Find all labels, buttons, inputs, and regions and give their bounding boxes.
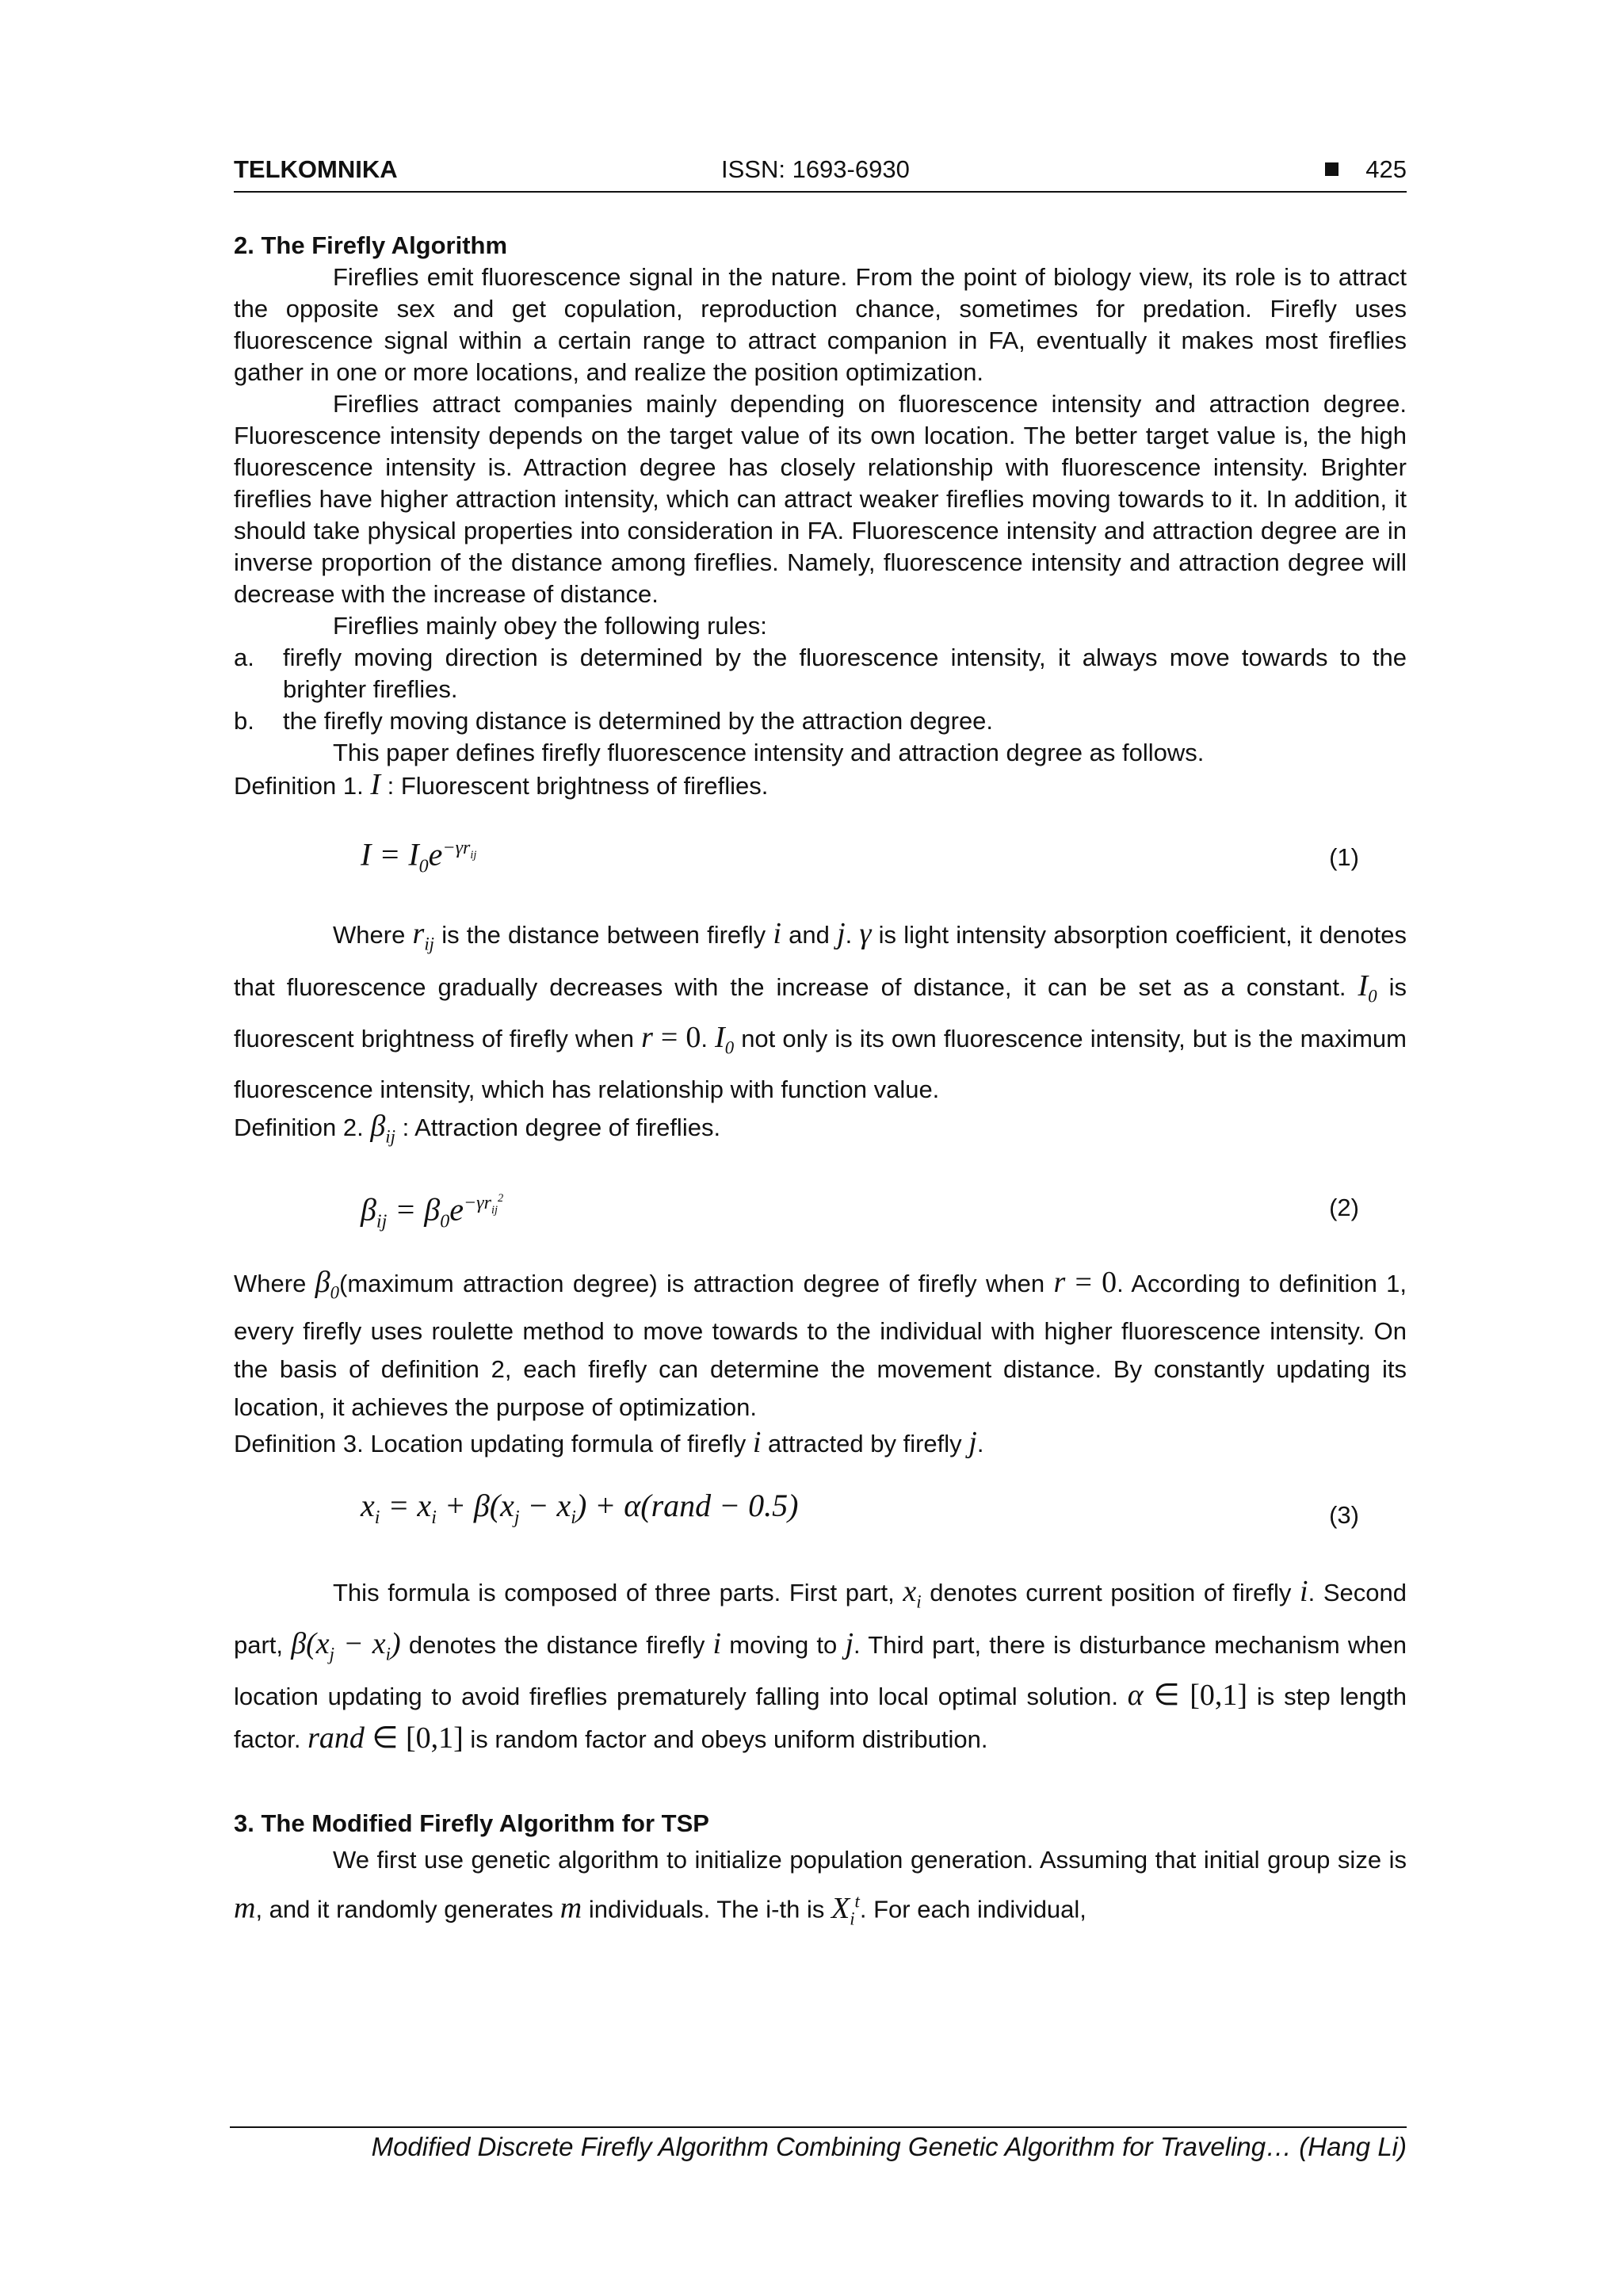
math-symbol: = 0 (1065, 1266, 1117, 1300)
equation-formula: $\beta_{ij} = \beta_0e^{-\gamma r_{ij}^2}$ (361, 1191, 504, 1232)
text: is step length factor. (234, 1683, 1407, 1754)
math-symbol: ∈ [0,1] (364, 1721, 464, 1755)
text: is fluorescent brightness of firefly when (234, 972, 1407, 1053)
paragraph: Where $r_{ij}$ is the distance between firefly i and j. γ is light intensity absorption coefficient, it denotes that fluorescence gradually decreases with the increase of distance, it can be set as a constant. $I_0$ is fluorescent brightness of firefly when r = 0. $I_0$ not only is its own fluorescence intensity, but is the maximum fluorescence intensity, which has relationship with function value. (234, 917, 1407, 1103)
issn: ISSN: 1693-6930 (721, 155, 910, 183)
square-bullet-icon (1325, 162, 1338, 176)
journal-name: TELKOMNIKA (234, 155, 398, 183)
math-symbol: i (1300, 1574, 1308, 1608)
math-symbol: γ (859, 917, 872, 950)
definition-1 (234, 769, 1407, 802)
equation-formula: $I = I_0e^{-\gamma r_{ij}}$ (361, 836, 477, 877)
math-symbol: $\beta_0$ (315, 1266, 339, 1303)
definition-label: Definition 1. (234, 772, 364, 800)
list-item (234, 705, 1407, 737)
footer-rule (230, 2126, 1407, 2128)
math-symbol: α (1127, 1679, 1144, 1713)
section-title: 3. The Modified Firefly Algorithm for TSP (234, 1809, 709, 1838)
definition-3 (234, 1427, 1407, 1460)
math-symbol: I (370, 768, 380, 801)
math-symbol: $\beta(x_j - x_i)$ (291, 1626, 401, 1664)
paragraph (234, 1263, 1407, 1427)
list-text: firefly moving direction is determined by the fluorescence intensity, it always move towards to the brighter fireflies. (283, 644, 1407, 703)
paragraph: This paper defines firefly fluorescence intensity and attraction degree as follows. (333, 739, 1205, 766)
header-rule (234, 191, 1407, 193)
text: denotes current position of firefly (930, 1578, 1292, 1606)
list-item (234, 642, 1407, 705)
math-symbol: m (234, 1891, 256, 1925)
equation-number: (1) (1329, 843, 1359, 871)
section-title: 2. The Firefly Algorithm (234, 231, 508, 259)
text: individuals. The i-th is (588, 1895, 825, 1924)
text: is random factor and obeys uniform distribution. (470, 1725, 988, 1754)
math-symbol: r (641, 1021, 653, 1055)
math-symbol: $x_i$ (903, 1574, 922, 1612)
math-symbol: = 0 (652, 1021, 701, 1055)
text: , and it randomly generates (255, 1895, 554, 1924)
definition-text: : Attraction degree of fireflies. (402, 1113, 721, 1141)
text: . (976, 1429, 984, 1457)
math-symbol: i (752, 1425, 762, 1459)
paragraph (234, 1839, 1407, 1939)
math-symbol: j (968, 1425, 977, 1459)
text: . (845, 921, 853, 949)
running-footer: Modified Discrete Firefly Algorithm Combining Genetic Algorithm for Traveling… (Hang Li) (371, 2132, 1407, 2161)
page-number-group (1325, 155, 1407, 184)
math-symbol: ∈ [0,1] (1143, 1679, 1248, 1713)
text: Where (234, 1270, 307, 1298)
text: We first use genetic algorithm to initialize population generation. Assuming that initial group size is (333, 1846, 1407, 1874)
math-symbol: r (1053, 1266, 1066, 1300)
definition-label: Definition 3. Location updating formula of firefly (234, 1429, 747, 1457)
text: . Second part, (234, 1578, 1407, 1659)
math-symbol: rand (307, 1721, 365, 1755)
equation-formula: $x_i = x_i + \beta(x_j - x_i)$ + α(rand − 0.5) (361, 1487, 799, 1528)
math-symbol: j (845, 1626, 854, 1660)
math-symbol: $I_0$ (1358, 968, 1377, 1007)
list-text: the firefly moving distance is determined by the attraction degree. (283, 707, 994, 735)
paragraph (234, 1571, 1407, 1760)
math-symbol: j (837, 917, 846, 950)
paragraph: Fireflies emit fluorescence signal in the nature. From the point of biology view, its role is to attract the opposite sex and get copulation, reproduction chance, sometimes for predation. Firefly uses fluorescence signal within a certain range to attract companion in FA, eventually it makes most fireflies gather in one or more locations, and realize the position optimization. (234, 263, 1407, 386)
definition-text: : Fluorescent brightness of fireflies. (387, 772, 769, 800)
text: is light intensity absorption coefficient, it denotes that fluorescence gradually decreases with the increase of distance, it can be set as a constant. (234, 921, 1407, 1001)
text: attracted by firefly (768, 1429, 962, 1457)
text: Where (333, 921, 406, 949)
math-symbol: $X_i^t$ (831, 1891, 860, 1929)
math-symbol: i (773, 917, 781, 950)
equation-number: (2) (1329, 1194, 1359, 1222)
text: . According to definition 1, every firefly uses roulette method to move towards to the individual with higher fluorescence intensity. On the basis of definition 2, each firefly can determine the movement distance. By constantly updating its location, it achieves the purpose of optimization. (234, 1270, 1407, 1421)
math-symbol: $I_0$ (715, 1021, 735, 1058)
text: and (789, 921, 830, 949)
equation-number: (3) (1329, 1500, 1359, 1529)
equation-2 (234, 1168, 1407, 1247)
list-marker: b. (234, 707, 254, 735)
text: This formula is composed of three parts. First part, (333, 1578, 895, 1606)
text: . Third part, there is disturbance mechanism when location updating to avoid fireflies prematurely falling into local optimal solution. (234, 1630, 1407, 1711)
equation-1 (234, 818, 1407, 897)
math-symbol: $\beta_{ij}$ (370, 1109, 395, 1147)
paragraph: Fireflies mainly obey the following rules: (333, 612, 767, 640)
body-text (234, 230, 1407, 1939)
math-symbol: m (559, 1891, 582, 1925)
page-number: 425 (1365, 155, 1407, 183)
paragraph: Fireflies attract companies mainly depending on fluorescence intensity and attraction degree. Fluorescence intensity depends on the target value of its own location. The better target value is, the high fluorescence intensity is. Attraction degree has closely relationship with fluorescence intensity. Brighter fireflies have higher attraction intensity, which can attract weaker fireflies moving towards to it. In addition, it should take physical properties into consideration in FA. Fluorescence intensity and attraction degree are in inverse proportion of the distance among fireflies. Namely, fluorescence intensity and attraction degree will decrease with the increase of distance. (234, 390, 1407, 608)
math-symbol: i (712, 1626, 722, 1660)
text: not only is its own fluorescence intensity, but is the maximum fluorescence intensity, which has relationship with function value. (234, 1025, 1407, 1103)
definition-2 (234, 1110, 1407, 1153)
text: (maximum attraction degree) is attraction degree of firefly when (339, 1270, 1045, 1298)
text: . For each individual, (859, 1895, 1086, 1924)
list-marker: a. (234, 644, 254, 671)
running-header (234, 155, 1407, 192)
definition-label: Definition 2. (234, 1113, 364, 1141)
math-symbol: $r_{ij}$ (412, 917, 434, 954)
text: denotes the distance firefly (408, 1630, 705, 1659)
text: is the distance between firefly (441, 921, 766, 949)
text: moving to (729, 1630, 838, 1659)
equation-3 (234, 1476, 1407, 1555)
